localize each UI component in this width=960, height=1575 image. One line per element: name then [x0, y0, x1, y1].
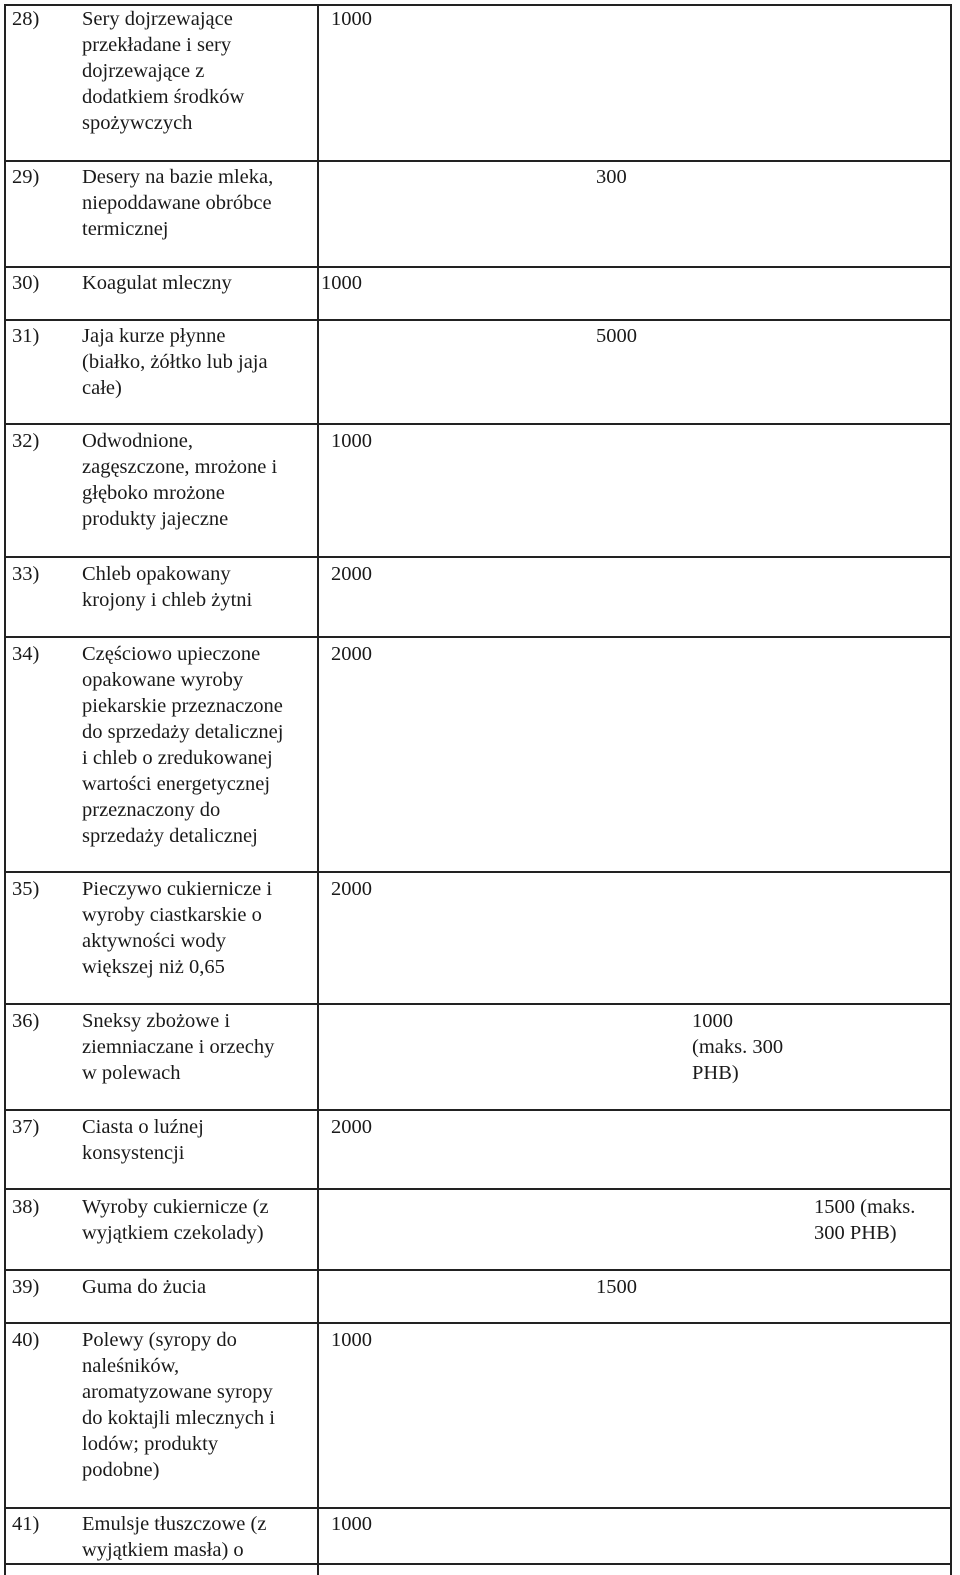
row-number: 35) — [12, 878, 40, 900]
row-number: 41) — [12, 1513, 40, 1535]
row-number: 29) — [12, 166, 40, 188]
limit-value: 2000 — [331, 643, 372, 665]
product-name: Polewy (syropy do naleśników, aromatyzowane syropy do koktajli mlecznych i lodów; produkty podobne) — [82, 1329, 275, 1481]
product-name: Odwodnione, zagęszczone, mrożone i głęboko mrożone produkty jajeczne — [82, 430, 278, 530]
table-border-right — [950, 4, 952, 1575]
product-name: Guma do żucia — [82, 1276, 207, 1298]
row-number: 32) — [12, 430, 40, 452]
limit-value: 1000 — [331, 430, 372, 452]
limit-value: 1000 — [331, 8, 372, 30]
row-number: 37) — [12, 1116, 40, 1138]
limit-value: 2000 — [331, 563, 372, 585]
limit-value: 1000 (maks. 300 PHB) — [692, 1010, 784, 1084]
table-border-left — [4, 4, 6, 1575]
row-number: 34) — [12, 643, 40, 665]
row-divider — [4, 423, 952, 425]
limit-value: 1500 (maks. 300 PHB) — [814, 1196, 916, 1244]
product-name: Desery na bazie mleka, niepoddawane obróbce termicznej — [82, 166, 274, 240]
limit-value: 1000 — [331, 1513, 372, 1535]
row-number: 38) — [12, 1196, 40, 1218]
row-number: 28) — [12, 8, 40, 30]
row-divider — [4, 1003, 952, 1005]
product-name: Sneksy zbożowe i ziemniaczane i orzechy w polewach — [82, 1010, 275, 1084]
row-number: 39) — [12, 1276, 40, 1298]
product-name: Częściowo upieczone opakowane wyroby piekarskie przeznaczone do sprzedaży detalicznej i chleb o zredukowanej wartości energetycznej przeznaczony do sprzedaży detalicznej — [82, 643, 284, 847]
row-number: 30) — [12, 272, 40, 294]
row-divider — [4, 1507, 952, 1509]
limit-value: 1000 — [331, 1329, 372, 1351]
row-divider — [4, 1109, 952, 1111]
limit-value: 5000 — [596, 325, 637, 347]
product-name: Emulsje tłuszczowe (z wyjątkiem masła) o — [82, 1513, 267, 1561]
row-number: 33) — [12, 563, 40, 585]
row-divider — [4, 319, 952, 321]
product-name: Ciasta o luźnej konsystencji — [82, 1116, 204, 1164]
row-number: 40) — [12, 1329, 40, 1351]
row-divider — [4, 1188, 952, 1190]
row-divider — [4, 871, 952, 873]
row-divider — [4, 1269, 952, 1271]
product-name: Jaja kurze płynne (białko, żółtko lub jaja całe) — [82, 325, 268, 399]
limit-value: 1000 — [321, 272, 362, 294]
row-divider — [4, 636, 952, 638]
limit-value: 2000 — [331, 1116, 372, 1138]
product-name: Pieczywo cukiernicze i wyroby ciastkarskie o aktywności wody większej niż 0,65 — [82, 878, 273, 978]
limit-value: 300 — [596, 166, 627, 188]
product-name: Sery dojrzewające przekładane i sery dojrzewające z dodatkiem środków spożywczych — [82, 8, 245, 134]
product-name: Chleb opakowany krojony i chleb żytni — [82, 563, 253, 611]
row-divider — [4, 266, 952, 268]
product-name: Wyroby cukiernicze (z wyjątkiem czekolady) — [82, 1196, 269, 1244]
column-divider-name — [317, 4, 319, 1575]
row-number: 31) — [12, 325, 40, 347]
limit-value: 1500 — [596, 1276, 637, 1298]
row-divider — [4, 160, 952, 162]
limit-value: 2000 — [331, 878, 372, 900]
row-divider — [4, 556, 952, 558]
row-number: 36) — [12, 1010, 40, 1032]
row-divider — [4, 1322, 952, 1324]
product-name: Koagulat mleczny — [82, 272, 232, 294]
table-border-bottom — [4, 1563, 952, 1565]
